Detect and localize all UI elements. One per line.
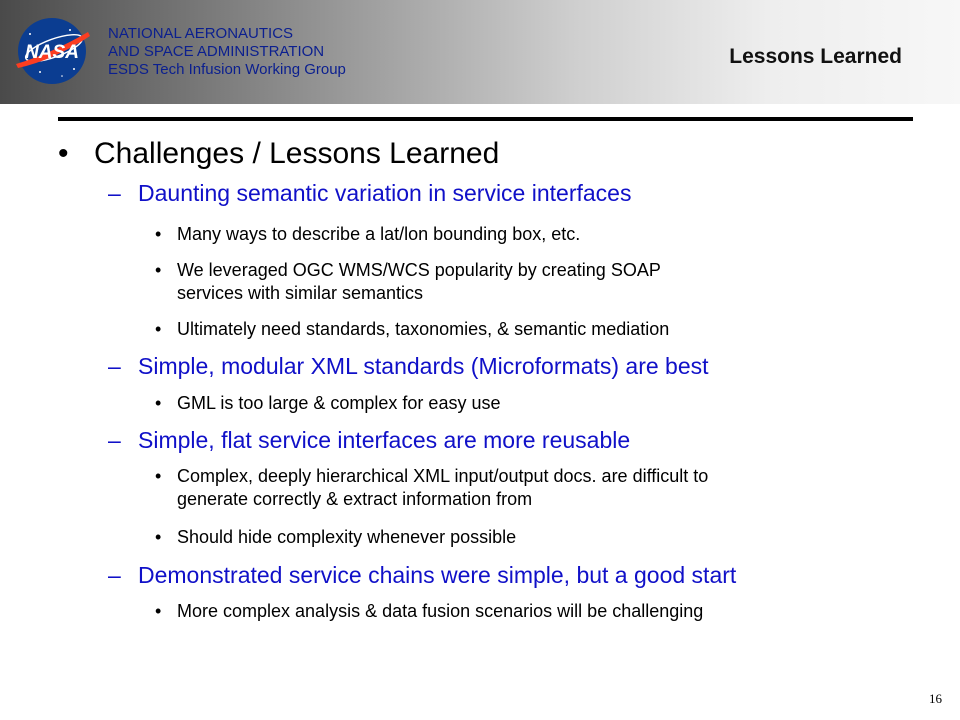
slide-header	[0, 0, 960, 104]
bullet-dot: •	[155, 601, 162, 621]
detail-text	[177, 465, 708, 511]
detail-text-line: services with similar semantics	[177, 283, 424, 303]
agency-name	[108, 25, 346, 79]
dash-marker: –	[108, 427, 121, 453]
detail-text-line: We leveraged OGC WMS/WCS popularity by creating SOAP	[177, 260, 661, 280]
bullet-dot: •	[155, 527, 162, 547]
slide-title: Lessons Learned	[729, 45, 902, 68]
bullet-dot: •	[155, 319, 162, 339]
page-number: 16	[929, 691, 942, 706]
bullet-dot: •	[155, 466, 162, 486]
detail-bullet	[155, 223, 580, 246]
sub-bullet	[108, 427, 630, 454]
dash-marker: –	[108, 353, 121, 379]
detail-text: Should hide complexity whenever possible	[177, 527, 517, 547]
detail-text: Ultimately need standards, taxonomies, & semantic mediation	[177, 319, 670, 339]
sub-heading: Simple, flat service interfaces are more reusable	[138, 427, 631, 453]
svg-text:NASA: NASA	[25, 42, 79, 63]
dash-marker: –	[108, 180, 121, 206]
bullet-dot: •	[155, 224, 162, 244]
working-group-line: ESDS Tech Infusion Working Group	[108, 61, 346, 78]
detail-text-line: generate correctly & extract information from	[177, 489, 533, 509]
bullet-dot: •	[155, 260, 162, 280]
sub-bullet	[108, 562, 736, 589]
detail-bullet	[155, 259, 661, 305]
agency-line-1: NATIONAL AERONAUTICS	[108, 25, 294, 42]
agency-line-2: AND SPACE ADMINISTRATION	[108, 43, 325, 60]
nasa-logo-icon	[10, 14, 94, 88]
dash-marker: –	[108, 562, 121, 588]
bullet-dot: •	[58, 137, 69, 170]
detail-bullet	[155, 465, 708, 511]
detail-text: More complex analysis & data fusion scenarios will be challenging	[177, 601, 704, 621]
main-bullet	[58, 137, 499, 171]
title-divider	[58, 117, 913, 121]
detail-text	[177, 259, 661, 305]
detail-text: GML is too large & complex for easy use	[177, 393, 501, 413]
detail-bullet	[155, 318, 669, 341]
sub-heading: Demonstrated service chains were simple, but a good start	[138, 562, 737, 588]
sub-heading: Simple, modular XML standards (Microformats) are best	[138, 353, 709, 379]
detail-bullet	[155, 526, 516, 549]
detail-bullet	[155, 392, 500, 415]
sub-heading: Daunting semantic variation in service interfaces	[138, 180, 632, 206]
bullet-dot: •	[155, 393, 162, 413]
detail-text: Many ways to describe a lat/lon bounding box, etc.	[177, 224, 581, 244]
detail-bullet	[155, 600, 703, 623]
sub-bullet	[108, 180, 631, 207]
detail-text-line: Complex, deeply hierarchical XML input/output docs. are difficult to	[177, 466, 709, 486]
main-heading: Challenges / Lessons Learned	[94, 137, 500, 170]
sub-bullet	[108, 353, 709, 380]
